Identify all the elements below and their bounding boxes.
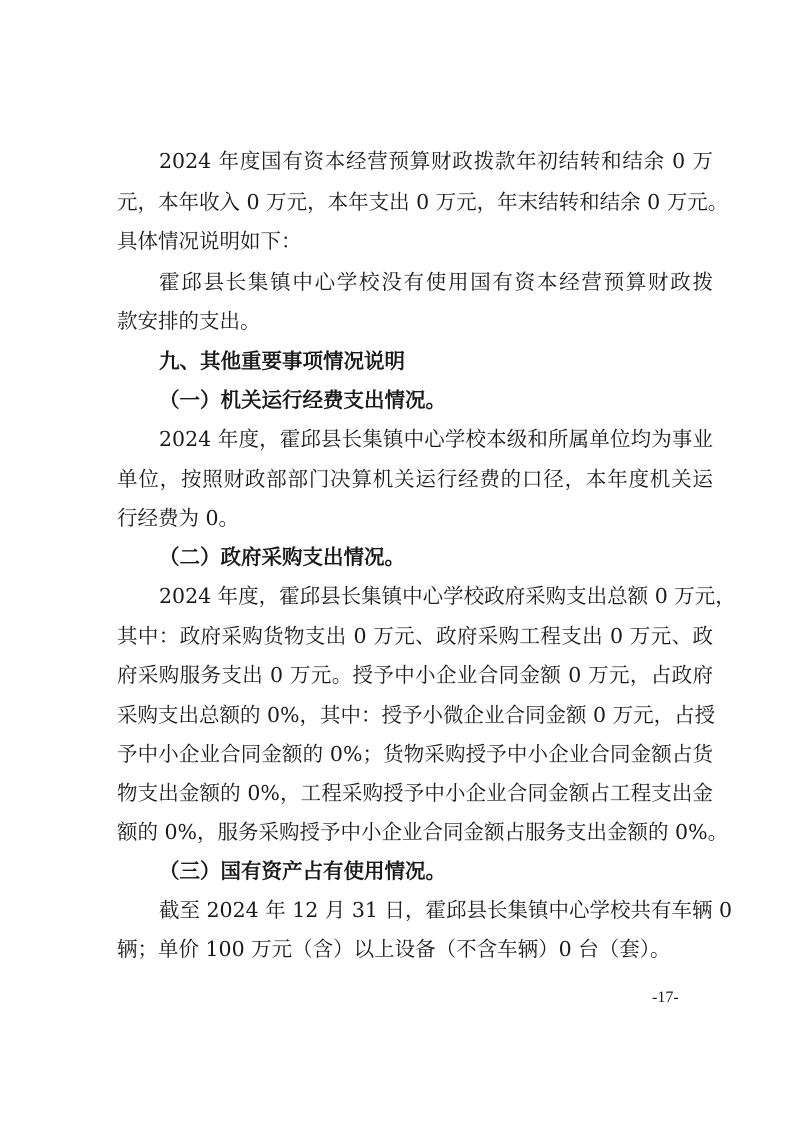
section-heading: 九、其他重要事项情况说明 (159, 349, 405, 373)
paragraph-line: 额的 0%，服务采购授予中小企业合同金额占服务支出金额的 0%。 (117, 820, 729, 844)
section-heading: （三）国有资产占有使用情况。 (159, 859, 446, 883)
section-heading: （一）机关运行经费支出情况。 (159, 388, 446, 412)
paragraph-line: 款安排的支出。 (117, 309, 261, 333)
paragraph-line: 霍邱县长集镇中心学校没有使用国有资本经营预算财政拨 (159, 270, 713, 294)
paragraph-line: 辆；单价 100 万元（含）以上设备（不含车辆）0 台（套）。 (117, 937, 671, 961)
paragraph-line: 予中小企业合同金额的 0%；货物采购授予中小企业合同金额占货 (117, 742, 713, 766)
paragraph-line: 其中：政府采购货物支出 0 万元、政府采购工程支出 0 万元、政 (117, 624, 713, 648)
section-heading: （二）政府采购支出情况。 (159, 545, 405, 569)
paragraph-line: 元，本年收入 0 万元，本年支出 0 万元，年末结转和结余 0 万元。 (117, 190, 729, 214)
paragraph-line: 2024 年度，霍邱县长集镇中心学校政府采购支出总额 0 万元， (159, 584, 736, 608)
paragraph-line: 府采购服务支出 0 万元。授予中小企业合同金额 0 万元，占政府 (117, 663, 713, 687)
paragraph-line: 单位，按照财政部部门决算机关运行经费的口径，本年度机关运 (117, 467, 713, 491)
page-number: -17- (652, 989, 679, 1006)
paragraph-line: 2024 年度，霍邱县长集镇中心学校本级和所属单位均为事业 (159, 427, 713, 451)
paragraph-line: 采购支出总额的 0%，其中：授予小微企业合同金额 0 万元，占授 (117, 703, 716, 727)
paragraph-line: 具体情况说明如下： (117, 229, 302, 253)
paragraph-line: 截至 2024 年 12 月 31 日，霍邱县长集镇中心学校共有车辆 0 (159, 898, 732, 922)
paragraph-line: 行经费为 0。 (117, 506, 240, 530)
paragraph-line: 2024 年度国有资本经营预算财政拨款年初结转和结余 0 万 (159, 149, 713, 173)
paragraph-line: 物支出金额的 0%，工程采购授予中小企业合同金额占工程支出金 (117, 781, 713, 805)
